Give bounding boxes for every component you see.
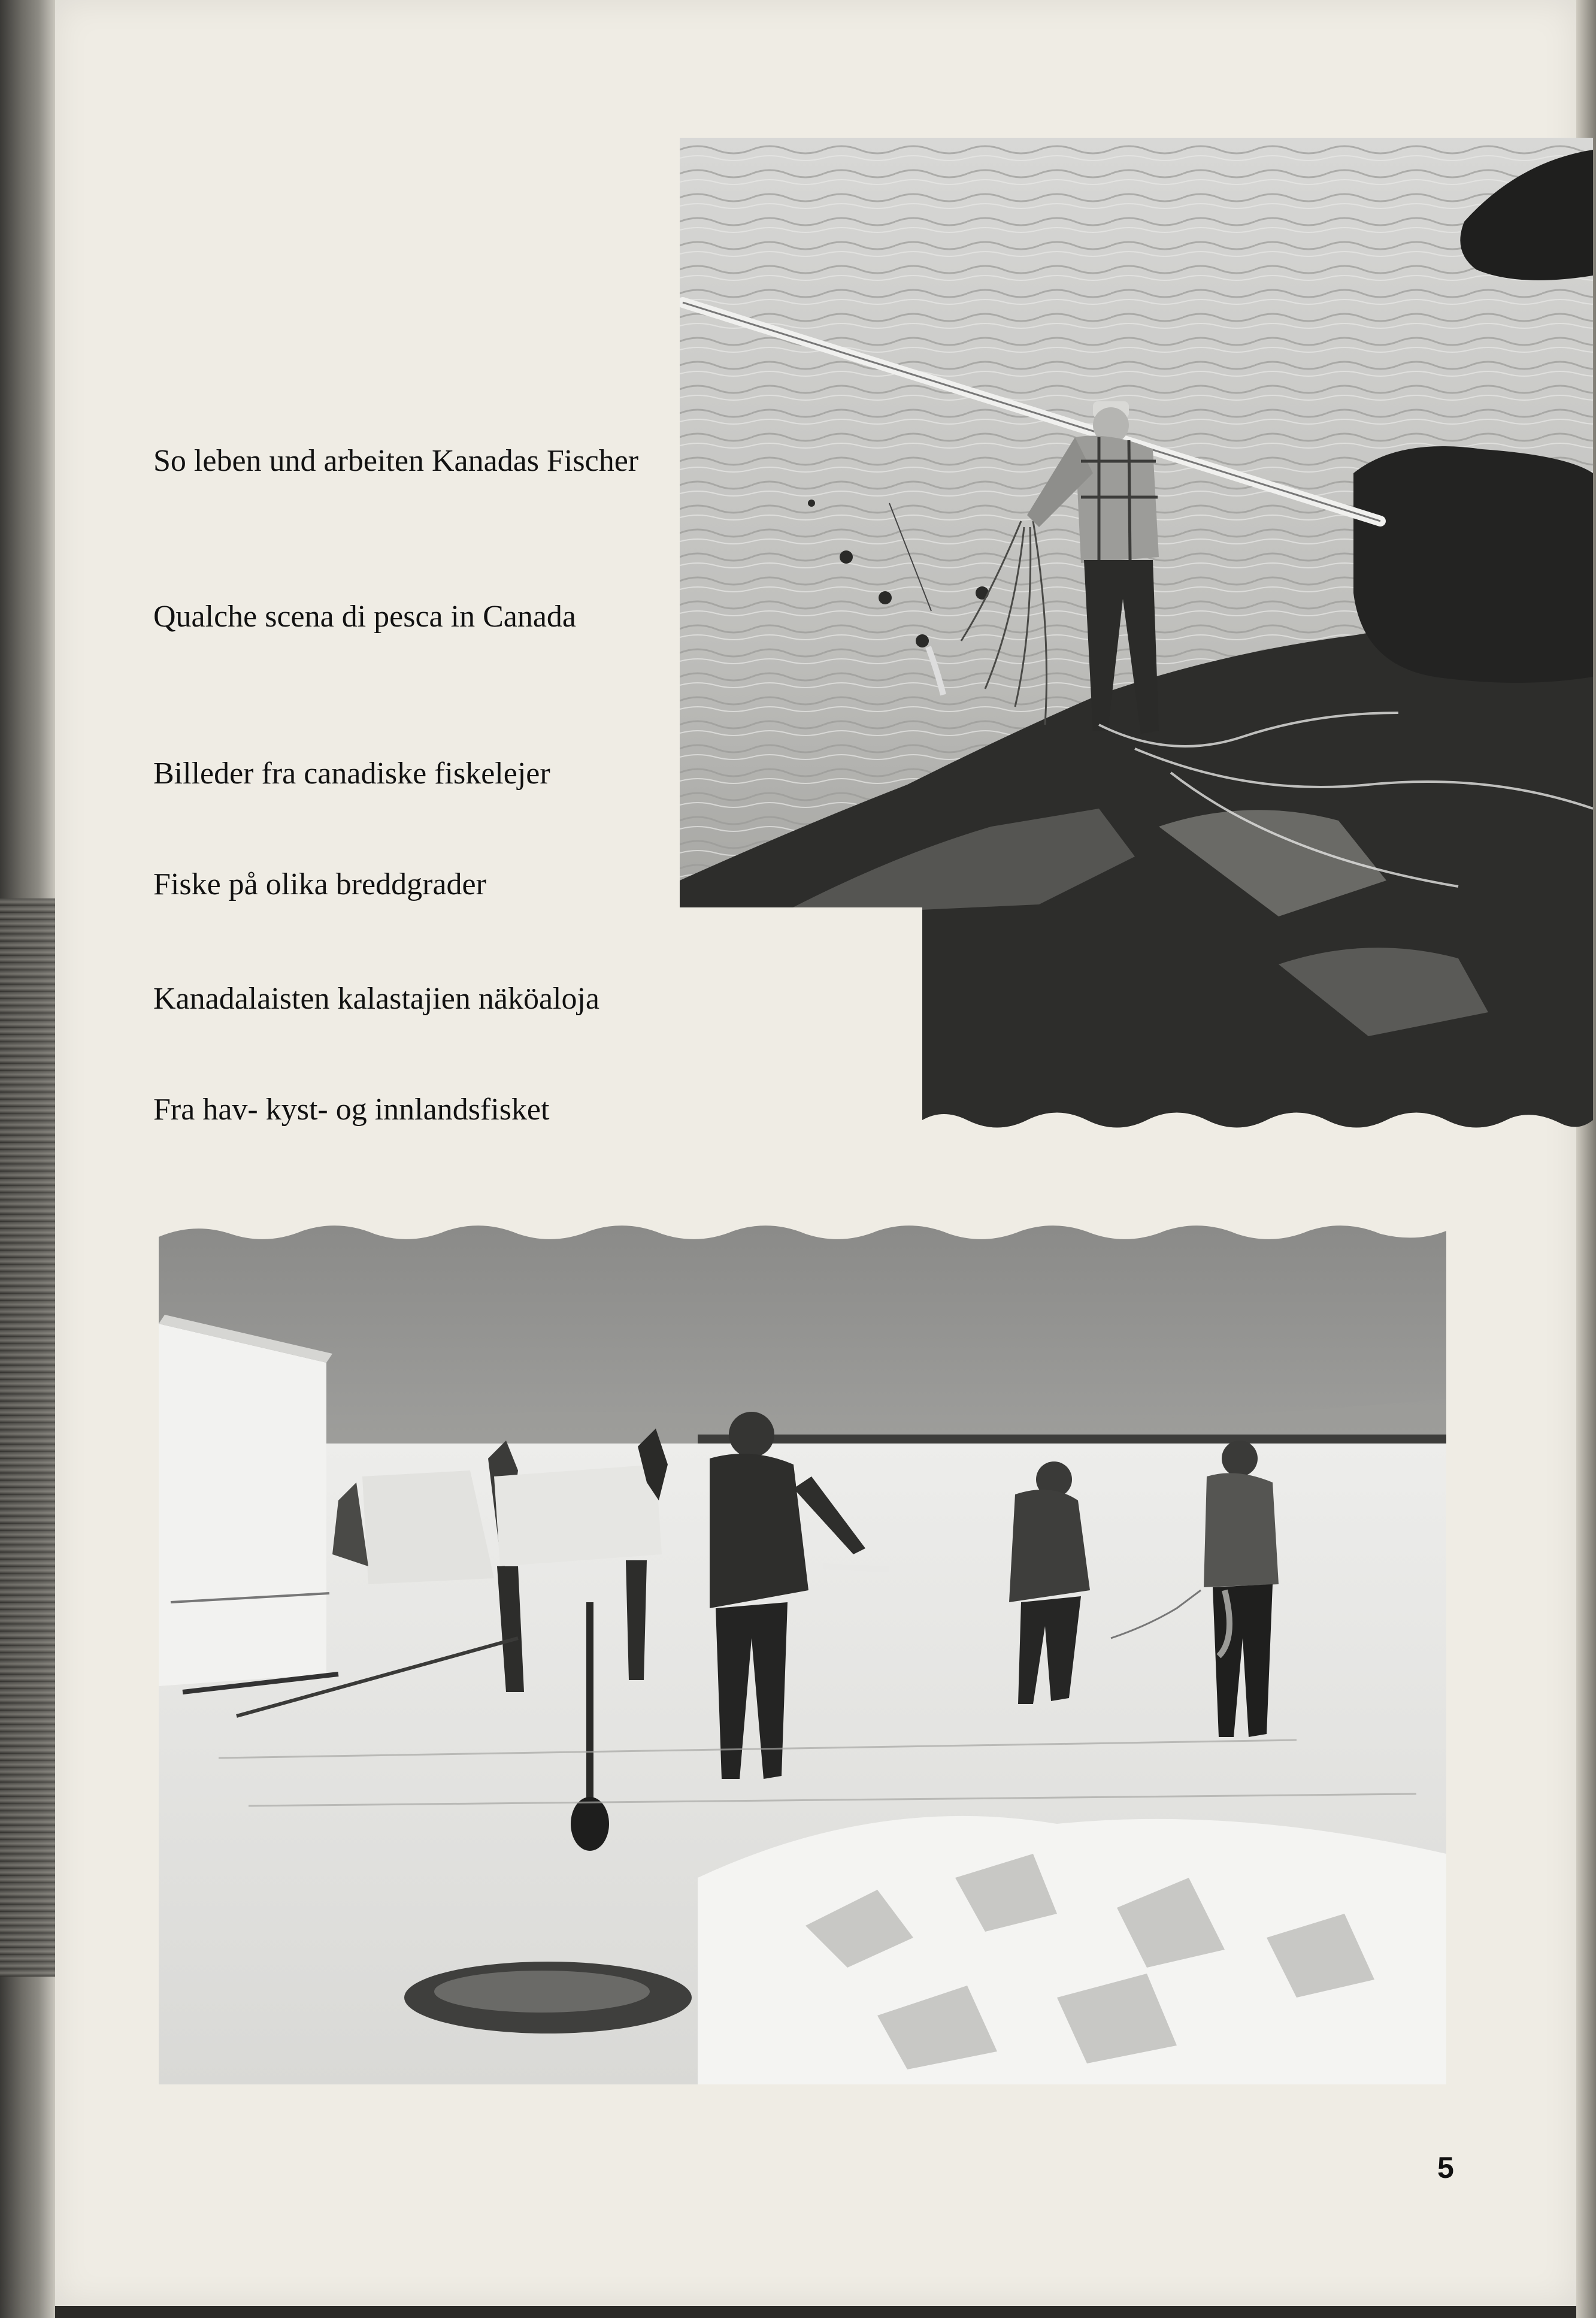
caption-swedish: Fiske på olika breddgrader	[153, 867, 486, 901]
caption-finnish: Kanadalaisten kalastajien näköaloja	[153, 982, 600, 1016]
photo-fisherman-rocky-shore	[680, 138, 1593, 1138]
caption-norwegian: Fra hav- kyst- og innlandsfisket	[153, 1093, 550, 1127]
photo-ice-fishing	[159, 1219, 1446, 2084]
facing-page-photo-fragment	[0, 898, 55, 1977]
page-number: 5	[1437, 2151, 1454, 2184]
facing-page-edge	[0, 0, 55, 2318]
caption-danish: Billeder fra canadiske fiskelejer	[153, 756, 550, 791]
caption-german: So leben und arbeiten Kanadas Fischer	[153, 444, 639, 478]
caption-italian: Qualche scena di pesca in Canada	[153, 600, 577, 634]
